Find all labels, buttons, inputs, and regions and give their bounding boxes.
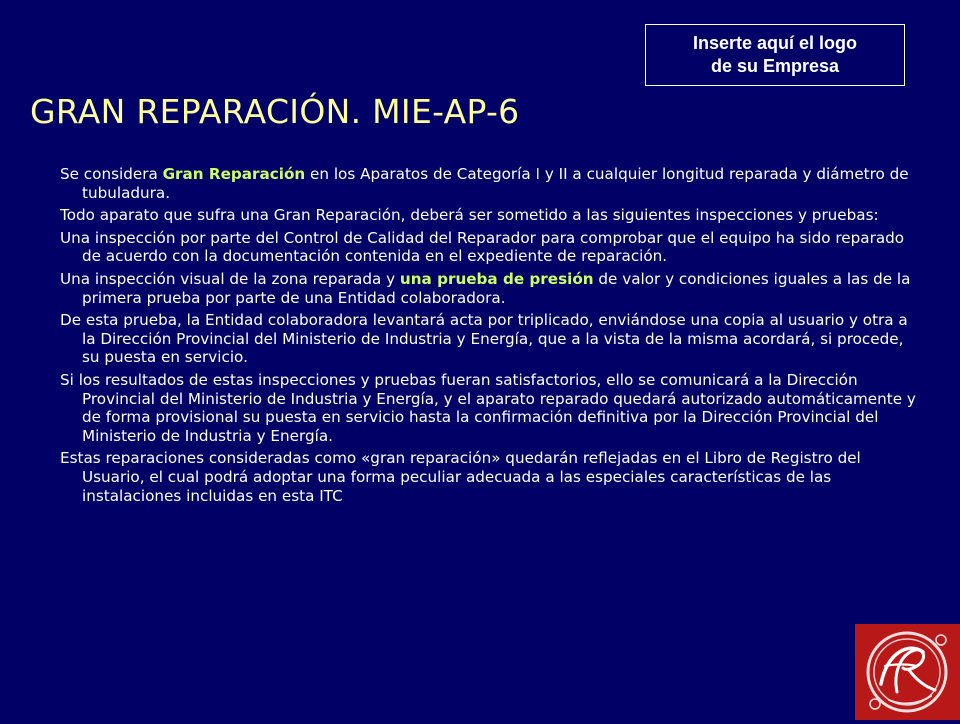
monogram-emblem-graphic <box>855 624 960 720</box>
paragraph-1-highlight: Gran Reparación <box>162 165 306 183</box>
monogram-emblem-icon <box>855 624 960 720</box>
logo-placeholder-line2: de su Empresa <box>710 56 840 76</box>
slide-body <box>60 165 920 509</box>
paragraph-6: Si los resultados de estas inspecciones y pruebas fueran satisfactorios, ello se comunicará a la Dirección Provincial del Ministerio de Industria y Energía, y el aparato reparado quedará autorizado automáticamente y de forma provisional su puesta en servicio hasta la confirmación definitiva por la Dirección Provincial del Ministerio de Industria y Energía. <box>60 370 916 445</box>
logo-placeholder-line1: Inserte aquí el logo <box>692 33 858 53</box>
paragraph-1-middle: en los Aparatos de Categoría <box>305 165 536 183</box>
paragraph-3: Una inspección por parte del Control de Calidad del Reparador para comprobar que el equipo ha sido reparado de acuerdo con la documentación contenida en el expediente de reparación. <box>60 228 905 266</box>
paragraph-1 <box>60 165 920 202</box>
paragraph-1-before: Se considera <box>60 165 163 183</box>
paragraph-4-highlight: una prueba de presión <box>399 269 594 288</box>
paragraph-5: De esta prueba, la Entidad colaboradora levantará acta por triplicado, enviándose una copia al usuario y otra a la Dirección Provincial del Ministerio de Industria y Energía, que a la vista de la misma acordará, si procede, su puesta en servicio. <box>60 311 908 367</box>
slide-title: GRAN REPARACIÓN. MIE-AP-6 <box>30 92 520 131</box>
logo-placeholder-box <box>645 24 905 86</box>
paragraph-7: Estas reparaciones consideradas como «gran reparación» quedarán reflejadas en el Libro de Registro del Usuario, el cual podrá adoptar una forma peculiar adecuada a las especiales características de las instalaciones incluidas en esta ITC <box>60 449 861 505</box>
paragraph-4-before: Una inspección visual de la zona reparada y <box>60 269 400 288</box>
paragraph-2: Todo aparato que sufra una Gran Reparación, deberá ser sometido a las siguientes inspecciones y pruebas: <box>60 206 879 225</box>
paragraph-1-after: y II a cualquier longitud reparada y diámetro de tubuladura. <box>82 165 909 202</box>
paragraph-1-highlight-2: I <box>535 165 540 183</box>
paragraph-4 <box>60 270 920 307</box>
paragraph-4-after: de valor y condiciones iguales a las de la primera prueba por parte de una Entidad colaboradora. <box>82 269 911 307</box>
